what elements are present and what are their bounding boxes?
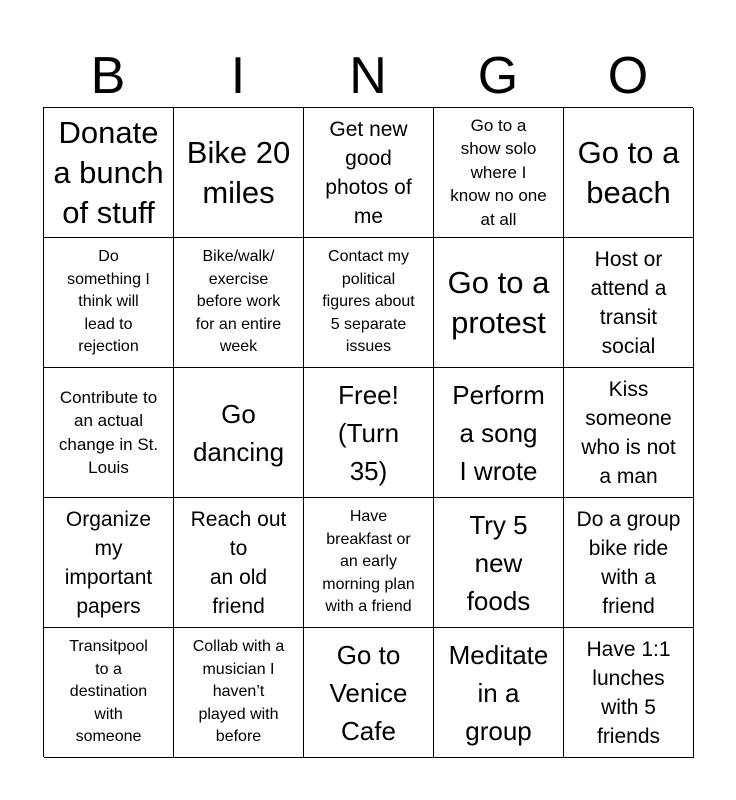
cell-text: Donate a bunch of stuff	[53, 114, 164, 230]
bingo-cell-r1-c1	[44, 108, 174, 238]
bingo-cell-r2-c4	[434, 238, 564, 368]
cell-text: Transitpool to a destination with someone	[69, 638, 148, 746]
cell-text: Contact my political figures about 5 separate issues	[322, 248, 415, 356]
bingo-cell-r3-c5	[564, 368, 694, 498]
header-letter-g: G	[477, 47, 519, 105]
bingo-cell-r2-c5	[564, 238, 694, 368]
bingo-header	[43, 44, 693, 108]
cell-text: Perform a song I wrote	[452, 379, 545, 486]
bingo-cell-r4-c1	[44, 498, 174, 628]
cell-text: Go to a beach	[577, 134, 680, 210]
bingo-cell-r3-c4	[434, 368, 564, 498]
bingo-card	[43, 107, 693, 757]
bingo-cell-r5-c1	[44, 628, 174, 758]
bingo-cell-r1-c5	[564, 108, 694, 238]
cell-text: Do something I think will lead to rejection	[67, 248, 150, 356]
cell-text: Try 5 new foods	[466, 509, 531, 616]
cell-text: Have 1:1 lunches with 5 friends	[586, 637, 671, 748]
cell-text: Host or attend a transit social	[590, 247, 667, 358]
header-letter-o: O	[607, 47, 649, 105]
bingo-cell-r4-c4	[434, 498, 564, 628]
cell-text: Go to a show solo where I know no one at all	[450, 115, 547, 229]
bingo-cell-r4-c2	[174, 498, 304, 628]
bingo-cell-r1-c2	[174, 108, 304, 238]
bingo-cell-r4-c5	[564, 498, 694, 628]
bingo-cell-r3-c3	[304, 368, 434, 498]
cell-text: Go to Venice Cafe	[329, 639, 408, 746]
header-letter-b: B	[90, 47, 126, 105]
header-letter-i: I	[230, 47, 246, 105]
cell-text: Get new good photos of me	[325, 117, 412, 228]
cell-text: Kiss someone who is not a man	[581, 377, 676, 488]
cell-text: Reach out to an old friend	[190, 507, 287, 618]
cell-text: Contribute to an actual change in St. Louis	[58, 387, 159, 477]
cell-text: Go dancing	[192, 398, 285, 467]
cell-text: Collab with a musician I haven’t played with before	[192, 638, 285, 746]
bingo-cell-r1-c4	[434, 108, 564, 238]
cell-text: Organize my important papers	[64, 507, 153, 618]
bingo-cell-r5-c2	[174, 628, 304, 758]
bingo-cell-r2-c3	[304, 238, 434, 368]
cell-text: Bike 20 miles	[186, 134, 291, 210]
cell-text: Free! (Turn 35)	[337, 379, 400, 486]
cell-text: Meditate in a group	[448, 639, 549, 746]
bingo-cell-r5-c4	[434, 628, 564, 758]
cell-text: Bike/walk/ exercise before work for an entire week	[195, 248, 282, 356]
header-letter-n: N	[349, 47, 387, 105]
cell-text: Do a group bike ride with a friend	[576, 507, 681, 618]
cell-text: Have breakfast or an early morning plan with a friend	[322, 508, 415, 616]
bingo-cell-r2-c1	[44, 238, 174, 368]
bingo-cell-r3-c1	[44, 368, 174, 498]
cell-text: Go to a protest	[447, 264, 550, 340]
bingo-cell-r2-c2	[174, 238, 304, 368]
bingo-cell-r3-c2	[174, 368, 304, 498]
bingo-cell-r5-c3	[304, 628, 434, 758]
bingo-cell-r5-c5	[564, 628, 694, 758]
bingo-cell-r1-c3	[304, 108, 434, 238]
bingo-cell-r4-c3	[304, 498, 434, 628]
